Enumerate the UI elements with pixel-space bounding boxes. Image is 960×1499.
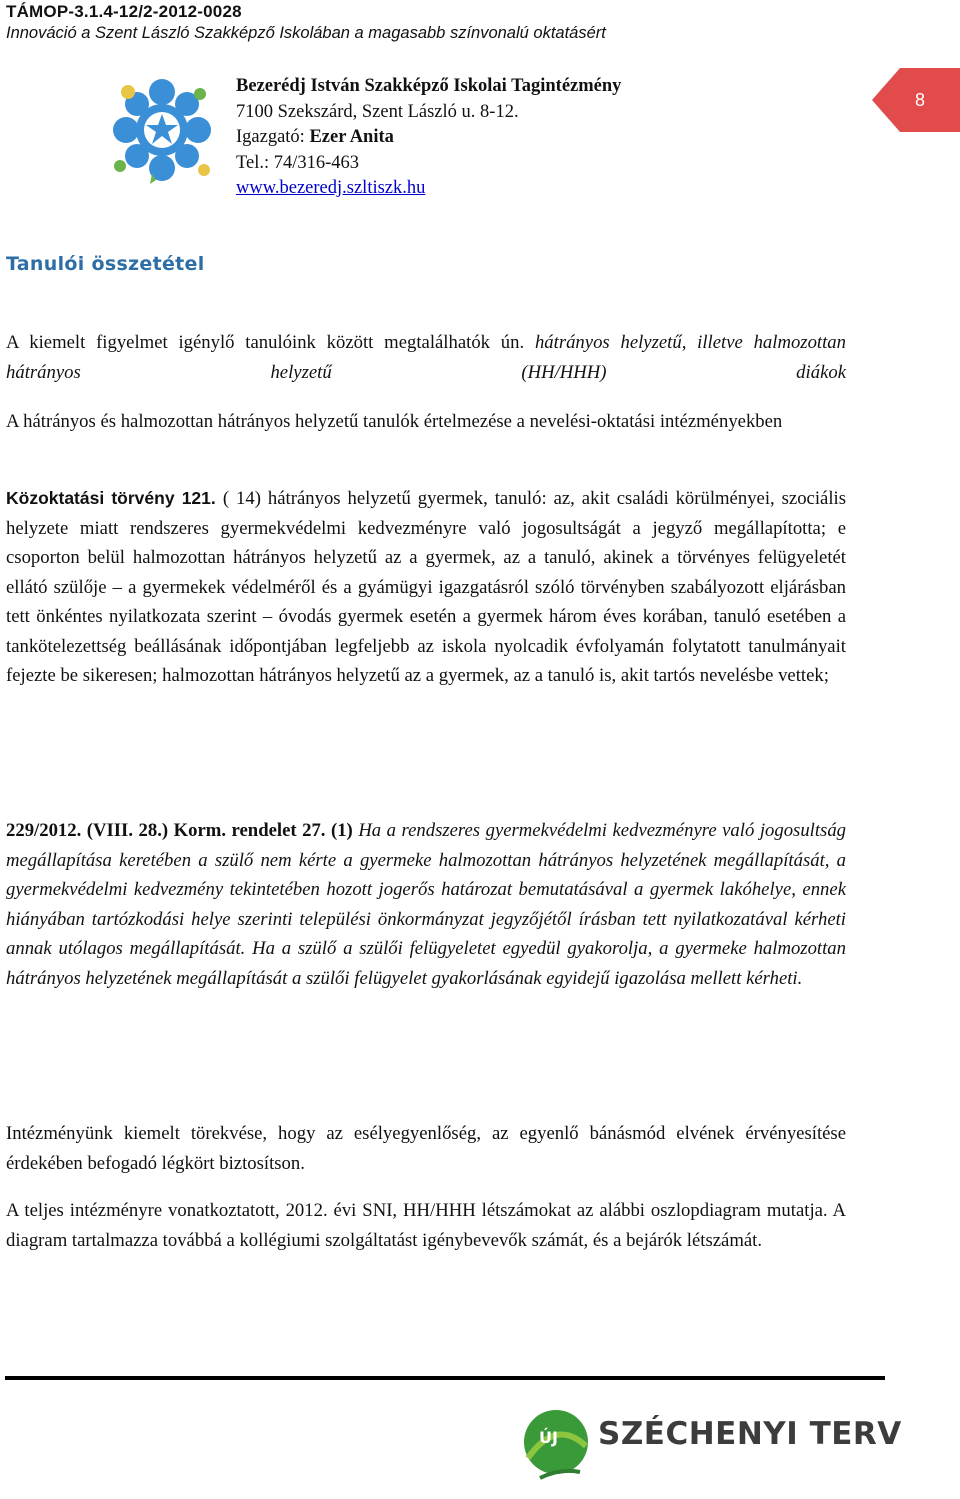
director-line bbox=[236, 125, 621, 151]
paragraph-4-decree: 229/2012. (VIII. 28.) Korm. rendelet 27. (1) bbox=[6, 820, 359, 841]
paragraph-2: A hátrányos és halmozottan hátrányos helyzetű tanulók értelmezése a nevelési-oktatási intézményekben bbox=[6, 411, 783, 432]
paragraph-3 bbox=[6, 484, 846, 691]
paragraph-3-text: ( 14) hátrányos helyzetű gyermek, tanuló: az, akit családi körülményei, szociális helyzete miatt rendszeres gyermekvédelmi kedvezményre való jogosultságát a jegyző megállapította; e csoporton belül halmozottan hátrányos helyzetű az a gyermek, az a tanuló, akinek a törvényes felügyeletét ellátó szülője – a gyermekek védelméről és a gyámügyi igazgatásról szóló törvényben szabályozott eljárásban tett önkéntes nyilatkozata szerint – óvodás gyermek esetén a gyermek három éves korában, tanuló esetében a tankötelezettség beállásának időpontjában legfeljebb az iskola nyolcadik évfolyamán folytatott tanulmányait fejezte be sikeresen; halmozottan hátrányos helyzetű az a gyermek, az a tanuló is, akit tartós nevelésbe vettek; bbox=[6, 488, 846, 686]
director-name: Ezer Anita bbox=[309, 127, 394, 147]
szechenyi-uj-label: ÚJ bbox=[539, 1428, 558, 1447]
paragraph-4 bbox=[6, 816, 846, 993]
section-heading: Tanulói összetétel bbox=[6, 253, 205, 275]
page-number: 8 bbox=[914, 89, 925, 110]
school-website-link[interactable]: www.bezeredj.szltiszk.hu bbox=[236, 178, 426, 198]
paragraph-6: A teljes intézményre vonatkoztatott, 2012. évi SNI, HH/HHH létszámokat az alábbi oszlopdiagram mutatja. A diagram tartalmazza továbbá a kollégiumi szolgáltatást igénybevevők számát, és a bejárók létszámát. bbox=[6, 1200, 846, 1251]
paragraph-4-text: Ha a rendszeres gyermekvédelmi kedvezményre való jogosultság megállapítása keretében a szülő nem kérte a gyermeke halmozottan hátrányos helyzetének megállapítását, a gyermekvédelmi kedvezmény tekintetében hozott jogerős határozat bemutatásával a gyermek lakóhelye, ennek hiányában tartózkodási helye szerinti települési önkormányzat jegyzőjétől írásban tett nyilatkozatával kérheti annak utólagos megállapítását. Ha a szülő a szülői felügyeletet egyedül gyakorolja, a gyermeke halmozottan hátrányos helyzetének megállapítását a szülői felügyelet gyakorlásának egyidejű igazolása mellett kérheti. bbox=[6, 820, 847, 989]
school-name: Bezerédj István Szakképző Iskolai Tagintézmény bbox=[236, 76, 622, 96]
szechenyi-terv-label: SZÉCHENYI TERV bbox=[598, 1416, 902, 1452]
paragraph-5: Intézményünk kiemelt törekvése, hogy az esélyegyenlőség, az egyenlő bánásmód elvének érvényesítése érdekében befogadó légkört biztosítson. bbox=[6, 1123, 846, 1174]
project-code: TÁMOP-3.1.4-12/2-2012-0028 bbox=[6, 2, 242, 21]
school-address: 7100 Szekszárd, Szent László u. 8-12. bbox=[236, 101, 519, 122]
paragraph-1 bbox=[6, 328, 846, 387]
paragraph-1-text: A kiemelt figyelmet igénylő tanulóink között megtalálhatók ún. bbox=[6, 332, 535, 353]
project-subtitle: Innováció a Szent László Szakképző Iskolában a magasabb színvonalú oktatásért bbox=[6, 24, 606, 42]
footer-divider bbox=[5, 1376, 885, 1380]
paragraph-3-law: Közoktatási törvény 121. bbox=[6, 488, 223, 508]
director-label: Igazgató: bbox=[236, 127, 310, 147]
paragraph-1-italic: hátrányos helyzetű, illetve halmozottan hátrányos helyzetű (HH/HHH) diákok bbox=[6, 332, 846, 383]
school-logo-icon bbox=[108, 74, 216, 186]
school-info bbox=[236, 74, 621, 202]
school-phone: Tel.: 74/316-463 bbox=[236, 152, 360, 173]
